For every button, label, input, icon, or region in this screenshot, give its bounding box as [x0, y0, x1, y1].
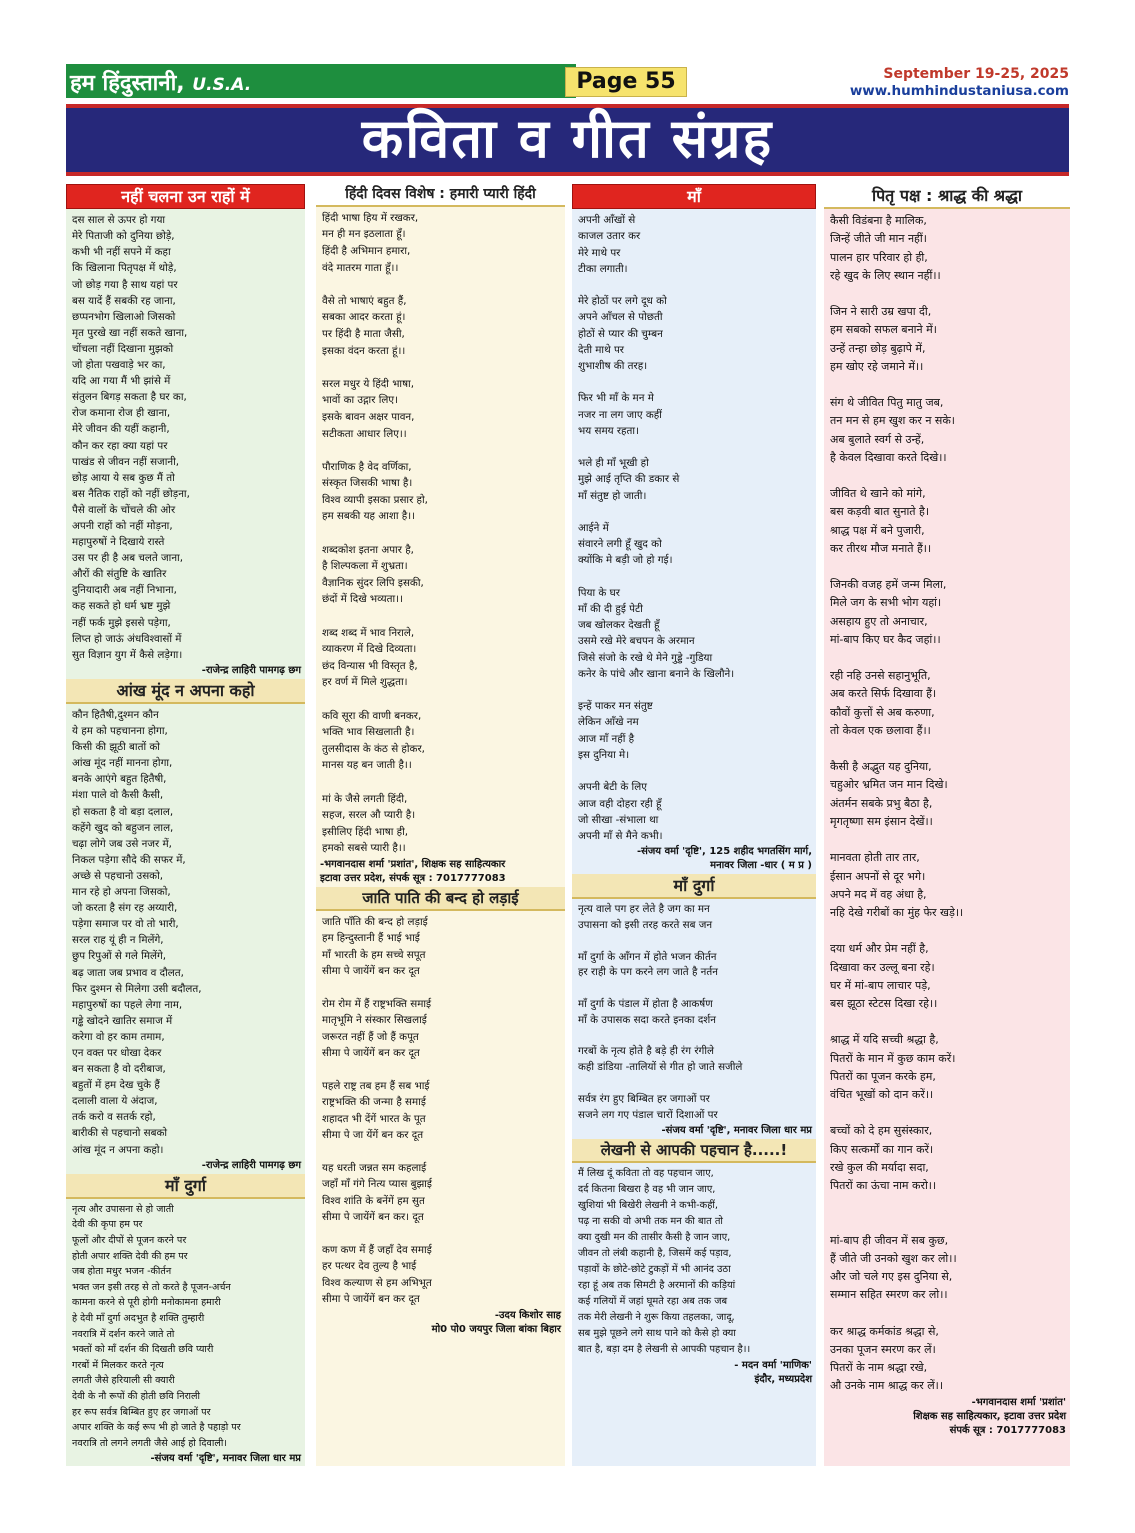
poem-title: जाति पाति की बन्द हो लड़ाई — [316, 887, 565, 911]
poem-body: हिंदी भाषा हिय में रखकर, मन ही मन इठलाता हूँ। हिंदी है अभिमान हमारा, वंदे मातरम गाता हूँ।। वैसे तो भाषाएं बहुत हैं, सबका आदर करता हूं। पर हिंदी है माता जैसी, इसका वंदन करता हूं।। सरल मधुर ये हिंदी भाषा, भावों का उद्गार लिए। इसके बावन अक्षर पावन, सटीकता आधार लिए।। पौराणिक है वेद वर्णिका, संस्कृत जिसकी भाषा है। विश्व व्यापी इसका प्रसार हो, हम सबकी यह आशा है।। शब्दकोश इतना अपार है, है शिल्पकला में शुभ्रता। वैज्ञानिक सुंदर लिपि इसकी, छंदों में दिखे भव्यता।। शब्द शब्द में भाव निराले, व्याकरण में दिखे दिव्यता। छंद विन्यास भी विस्तृत है, हर वर्ण में मिले शुद्धता। कवि सूरा की वाणी बनकर, भक्ति भाव सिखलाती है। तुलसीदास के कंठ से होकर, मानस यह बन जाती है।। मां के जैसे लगती हिंदी, सहज, सरल औ प्यारी है। इसीलिए हिंदी भाषा ही, हमको सबसे प्यारी है।। — [322, 211, 428, 855]
poem-title: लेखनी से आपकी पहचान है.....! — [572, 1139, 816, 1163]
brand-name: हम हिंदुस्तानी, U.S.A. — [70, 71, 252, 96]
poem-title: पितृ पक्ष : श्राद्ध की श्रद्धा — [824, 184, 1070, 209]
poem-author: -उदय किशोर साह मो0 पो0 जयपुर जिला बांका बिहार — [431, 1309, 561, 1335]
issue-date: September 19-25, 2025 — [883, 66, 1069, 82]
website-url[interactable]: www.humhindustaniusa.com — [849, 83, 1069, 99]
poem-author: -संजय वर्मा 'दृष्टि', मनावर जिला धार मप्र — [150, 1453, 301, 1465]
poem-body: मैं लिख दूं कविता तो वह पहचान जाए, दर्द कितना बिखरा है वह भी जान जाए, खुशियां भी बिखेरी लेखनी ने कभी-कहीं, पढ़ ना सकी वो अभी तक मन की बात तो क्या दुखी मन की तासीर कैसी है जान जाए, जीवन तो लंबी कहानी है, जिसमें कई पड़ाव, पड़ावों के छोटे-छोटे टुकड़ों में भी आनंद उठा रहा हूं अब तक सिमटी है अरमानों की कड़ियां कई गलियों में जहां घूमते रहा अब तक जब तक मेरी लेखनी ने शुरू किया तहलका, जादू, सब मुझे पूछने लगे साथ पाने को कैसे हो क्या बात है, बड़ा दम है लेखनी से आपकी पहचान है।। — [578, 1168, 751, 1356]
poem-body: कौन हितैषी,दुश्मन कौन ये हम को पहचानना होगा, किसी की झूठी बातों को आंख मूंद नहीं मानना होगा, बनके आएंगे बहुत हितैषी, मंशा पाले वो कैसी कैसी, हो सकता है वो बड़ा दलाल, कहेंगे खुद को बहुजन लाल, चढ़ा लोगे जब उसे नजर में, निकल पड़ेगा सौदे की सफर में, अच्छे से पहचानो उसको, मान रहे हो अपना जिसको, जो करता है संग रह अय्यारी, पड़ेगा समाज पर वो तो भारी, सरल राह यूं ही न मिलेंगे, छुप रिपुओं से गले मिलेंगे, बढ़ जाता जब प्रभाव व दौलत, फिर दुश्मन से मिलेगा उसी बदौलत, महापुरुषों का पहले लेगा नाम, गड्ढे खोदने खातिर समाज में करेगा वो हर काम तमाम, एन वक्त पर धोखा देकर बन सकता है वो दरीबाज, बहुतों में हम देख चुके हैं दलाली वाला ये अंदाज, तर्क करो व सतर्क रहो, बारीकी से पहचानो सबको आंख मूंद न अपना कहो। — [72, 709, 202, 1156]
poem-author: -संजय वर्मा 'दृष्टि', 125 शहीद भगतसिंग मार्ग, मनावर जिला -धार ( म प्र ) — [636, 846, 812, 872]
poem-body: कैसी विडंबना है मालिक, जिन्हें जीते जी मान नहीं। पालन हार परिवार हो ही, रहे खुद के लिए स्थान नहीं।। जिन ने सारी उम्र खपा दी, हम सबको सफल बनाने में। उन्हें तन्हा छोड़ बुढ़ापे में, हम खोए रहे जमाने में।। संग थे जीवित पितु मातु जब, तन मन से हम खुश कर न सके। अब बुलाते स्वर्ग से उन्हें, है केवल दिखावा करते दिखे।। जीवित थे खाने को मांगे, बस कड़वी बात सुनाते है। श्राद्ध पक्ष में बने पुजारी, कर तीरथ मौज मनाते हैं।। जिनकी वजह हमें जन्म मिला, मिले जग के सभी भोग यहां। असहाय हुए तो अनाचार, मां-बाप किए घर कैद जहां।। रही नहि उनसे सहानुभूति, अब करते सिर्फ दिखावा हैं। कौवों कुत्तों से अब करुणा, तो केवल एक छलावा हैं।। कैसी है अद्भुत यह दुनिया, चहुओर भ्रमित जन मान दिखे। अंतर्मन सबके प्रभु बैठा है, मृगतृष्णा सम इंसान देखें।। मानवता होती तार तार, ईसान अपनों से दूर भगे। अपने मद में वह अंधा है, नहि देखे गरीबों का मुंह फेर खड़े।। दया धर्म और प्रेम नहीं है, दिखावा कर उल्लू बना रहे। घर में मां-बाप लाचार पड़े, बस झूठा स्टेटस दिखा रहे।। श्राद्ध में यदि सच्ची श्रद्धा है, पितरों के मान में कुछ काम करें। पितरों का पूजन करके हम, वंचित भूखों को दान करें।। बच्चों को दे हम सुसंस्कार, किए सत्कर्मों का गान करें। रखे कुल की मर्यादा सदा, पितरों का ऊंचा नाम करो।। मां-बाप ही जीवन में सब कुछ, हैं जीते जी उनको खुश कर लो।। और जो चले गए इस दुनिया से, सम्मान सहित स्मरण कर लो।। कर श्राद्ध कर्मकांड श्रद्धा से, उनका पूजन स्मरण कर लें। पितरों के नाम श्रद्धा रखे, औ उनके नाम श्राद्ध कर लें।। — [830, 214, 964, 1393]
brand-usa: U.S.A. — [192, 75, 252, 95]
poem-title: हिंदी दिवस विशेष : हमारी प्यारी हिंदी — [316, 184, 565, 207]
poem-title: माँ दुर्गा — [572, 874, 816, 899]
poem-title: नहीं चलना उन राहों में — [66, 184, 305, 209]
poem-title: माँ दुर्गा — [66, 1174, 305, 1199]
column-1 — [66, 184, 305, 1466]
poem-author: -भगवानदास शर्मा 'प्रशांत' शिक्षक सह साहित्यकार, इटावा उत्तर प्रदेश संपर्क सूत्र : 7017777083 — [913, 1397, 1066, 1437]
poem-title: माँ — [572, 184, 816, 209]
page-number: Page 55 — [565, 67, 687, 97]
poem-author: -भगवानदास शर्मा 'प्रशांत', शिक्षक सह साहित्यकार इटावा उत्तर प्रदेश, संपर्क सूत्र : 7017777083 — [320, 858, 506, 884]
poem-body: अपनी आँखों से काजल उतार कर मेरे माथे पर टीका लगाती। मेरे होठों पर लगे दूध को अपने आँचल से पोछती होठों से प्यार की चुम्बन देती माथे पर शुभाशीष की तरह। फिर भी माँ के मन मे नजर ना लग जाए कहीं भय समय रहता। भले ही माँ भूखी हो मुझे आई तृप्ति की डकार से माँ संतुष्ट हो जाती। आईने में संवारने लगी हूँ खुद को क्योंकि मे बड़ी जो हो गई। पिया के घर माँ की दी हुई पेटी जब खोलकर देखती हूँ उसमे रखे मेरे बचपन के अरमान जिसे संजो के रखे थे मेने गुड्डे -गुडिया कनेर के पांचे और खाना बनाने के खिलौने। इन्हें पाकर मन संतुष्ट लेकिन आँखे नम आज माँ नहीं है इस दुनिया मे। अपनी बेटी के लिए आज वही दोहरा रही हूँ जो सीखा -संभाला था अपनी माँ से मैने कभी। — [578, 214, 735, 842]
poem-body: नृत्य वाले पग हर लेते है जग का मन उपासना को इसी तरह करते सब जन माँ दुर्गा के आँगन में होते भजन कीर्तन हर राही के पग करने लग जाते है नर्तन माँ दुर्गा के पंडाल में होता है आकर्षण माँ के उपासक सदा करते इनका दर्शन गरबों के नृत्य होते है बड़े ही रंग रंगीले कही डांडिया -तालियों से गीत हो जाते सजीले सर्वत्र रंग हुए बिम्बित हर जगाओं पर सजने लग गए पंडाल चारों दिशाओं पर — [578, 903, 743, 1121]
column-4 — [824, 184, 1070, 1466]
poem-body: जाति पाँति की बन्द हो लड़ाई हम हिन्दुस्तानी हैं भाई भाई माँ भारती के हम सच्चे सपूत सीमा पे जायेंगें बन कर दूत रोम रोम में हैं राष्ट्रभक्ति समाई मातृभूमि ने संस्कार सिखलाई जरूरत नहीं हैं जो हैं कपूत सीमा पे जायेंगें बन कर दूत पहले राष्ट्र तब हम हैं सब भाई राष्ट्रभक्ति की जन्मा है समाई शहादत भी देंगें भारत के पूत सीमा पे जा येंगें बन कर दूत यह धरती जन्नत सम कहलाई जहाँ माँ गंगे नित्य प्यास बुझाई विश्व शांति के बनेंगें हम सुत सीमा पे जायेंगें बन कर। दूत कण कण में हैं जहाँ देव समाई हर पत्थर देव तुल्य है भाई विश्व कल्याण से हम अभिभूत सीमा पे जायेंगें बन कर दूत — [322, 915, 432, 1306]
section-banner: कविता व गीत संग्रह — [66, 104, 1069, 176]
poem-author: -संजय वर्मा 'दृष्टि', मनावर जिला धार मप्र — [661, 1125, 812, 1137]
column-2 — [316, 184, 565, 1466]
poem-body: दस साल से ऊपर हो गया मेरे पिताजी को दुनिया छोड़े, कभी भी नहीं सपने में कहा कि खिलाना पितृपक्ष में थोड़े, जो छोड़ गया है साथ यहां पर बस यादें हैं सबकी रह जाना, छप्पनभोग खिलाओ जिसको मृत पुरखे खा नहीं सकते खाना, चोंचला नहीं दिखाना मुझको जो होता पखवाड़े भर का, यदि आ गया मैं भी झांसे में संतुलन बिगड़ सकता है घर का, रोज कमाना रोज ही खाना, मेरे जीवन की यहीं कहानी, कौन कर रहा क्या यहां पर पाखंड से जीवन नहीं सजानी, छोड़ आया ये सब कुछ मैं तो बस नैतिक राहों को नहीं छोड़ना, पैसे वालों के चोंचले की ओर अपनी राहों को नहीं मोड़ना, महापुरुषों ने दिखाये रास्ते उस पर ही है अब चलते जाना, औरों की संतुष्टि के खातिर दुनियादारी अब नहीं निभाना, कह सकते हो धर्म भ्रष्ट मुझे नहीं फर्क मुझे इससे पड़ेगा, लिप्त हो जाऊं अंधविश्वासों में सुत विज्ञान युग में कैसे लड़ेगा। — [72, 214, 190, 661]
poem-title: आंख मूंद न अपना कहो — [66, 679, 305, 704]
column-3 — [572, 184, 816, 1466]
poem-body: नृत्य और उपासना से हो जाती देवी की कृपा हम पर फूलों और दीपों से पूजन करने पर होती अपार शक्ति देवी की हम पर जब होता मधुर भजन -कीर्तन भक्त जन इसी तरह से तो करते है पूजन-अर्चन कामना करने से पूरी होगी मनोकामना हमारी हे देवी माँ दुर्गा अदभुत है शक्ति तुम्हारी नवरात्रि में दर्शन करने जाते तो भक्तों को माँ दर्शन की दिखती छवि प्यारी गरबों में मिलकर करते नृत्य लगती जैसे हरियाली सी क्यारी देवी के नौ रूपों की होती छवि निराली हर रूप सर्वत्र बिम्बित हुए हर जगाओं पर अपार शक्ति के कई रूप भी हो जाते है पहाड़ो पर नवरात्रि तो लगने लगती जैसे आई हो दिवाली। — [72, 1203, 241, 1449]
poem-author: -राजेन्द्र लाहिरी पामगढ़ छग — [201, 1159, 301, 1171]
poem-author: - मदन वर्मा 'माणिक' इंदौर, मध्यप्रदेश — [734, 1360, 812, 1386]
poem-author: -राजेन्द्र लाहिरी पामगढ़ छग — [201, 664, 301, 676]
